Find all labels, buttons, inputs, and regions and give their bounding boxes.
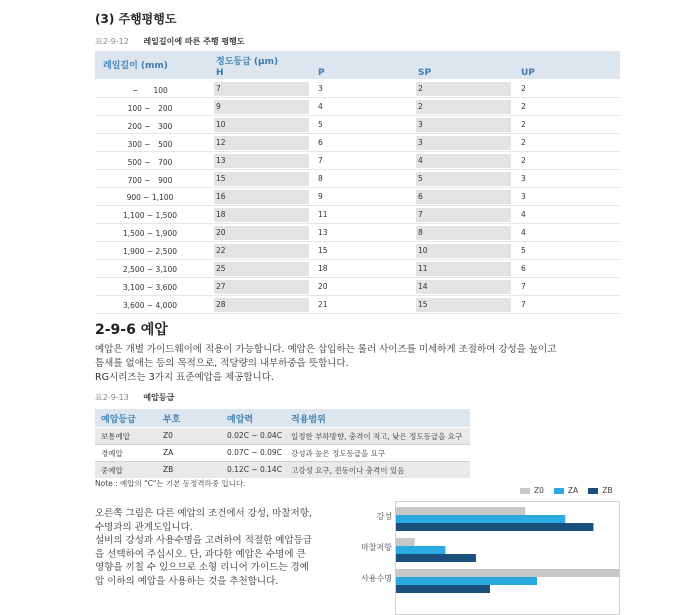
rail-length-range: 1,900 ~ 2,500 — [123, 247, 177, 256]
table-row — [95, 207, 620, 224]
paragraph-line: RG시리즈는 3가지 표준예압을 제공합니다. — [95, 372, 274, 383]
table1-caption-title: 레일길이에 따른 주행 평행도 — [143, 37, 245, 46]
table1-header-grade: 정도등급 (μm) — [216, 57, 279, 67]
paragraph-line: 설비의 강성과 사용수명을 고려하여 적절한 예압등급 — [95, 535, 312, 546]
grade-value-sp: 4 — [416, 154, 511, 168]
chart-plot — [345, 483, 620, 615]
rail-length-range: 500 ~ 700 — [127, 158, 173, 167]
preload-paragraph — [95, 343, 625, 385]
rail-length-range: 1,100 ~ 1,500 — [123, 211, 177, 220]
grade-value-up: 3 — [521, 192, 526, 201]
grade-value-up: 7 — [521, 282, 526, 291]
grade-value-h: 20 — [214, 226, 309, 240]
grade-value-h: 16 — [214, 190, 309, 204]
grade-value-up: 5 — [521, 246, 526, 255]
grade-value-h: 27 — [214, 280, 309, 294]
grade-value-h: 10 — [214, 118, 309, 132]
bar-za-1 — [396, 546, 445, 554]
table2-header — [95, 409, 470, 427]
paragraph-line: 틈새를 없애는 등의 목적으로, 적당량의 내부하중을 뜻합니다. — [95, 358, 349, 369]
grade-value-h: 22 — [214, 244, 309, 258]
grade-value-p: 20 — [318, 282, 328, 291]
grade-value-p: 15 — [318, 246, 328, 255]
rail-length-range: 3,100 ~ 3,600 — [123, 283, 177, 292]
category-label: 마찰저항 — [361, 543, 392, 552]
grade-value-p: 4 — [318, 102, 323, 111]
bar-z0-1 — [396, 538, 415, 546]
table2-caption — [95, 392, 174, 403]
table2-cell-force: 0.07C ~ 0.09C — [227, 448, 282, 457]
grade-value-up: 4 — [521, 228, 526, 237]
grade-value-sp: 2 — [416, 100, 511, 114]
table-row — [95, 445, 470, 461]
rail-length-range: 200 ~ 300 — [127, 122, 173, 131]
bar-za-2 — [396, 577, 537, 585]
grade-value-h: 15 — [214, 172, 309, 186]
grade-value-p: 7 — [318, 156, 323, 165]
table1-header-rail-length: 레일길이 (mm) — [103, 61, 168, 71]
rail-length-range: 700 ~ 900 — [127, 176, 173, 185]
table-row — [95, 171, 620, 188]
table1-header-sp: SP — [418, 68, 432, 78]
grade-value-sp: 2 — [416, 82, 511, 96]
table1-header-up: UP — [521, 68, 535, 78]
chart-description — [95, 507, 345, 588]
grade-value-up: 2 — [521, 138, 526, 147]
table2-header-grade: 예압등급 — [101, 415, 136, 425]
grade-value-up: 3 — [521, 174, 526, 183]
table-row — [95, 462, 470, 478]
paragraph-line: 압 이하의 예압을 사용하는 것을 추천합니다. — [95, 575, 279, 587]
preload-chart — [345, 483, 620, 615]
table-row — [95, 428, 470, 444]
grade-value-sp: 3 — [416, 118, 511, 132]
table2-caption-title: 예압등급 — [143, 393, 175, 402]
table1-header-band-grades — [210, 69, 620, 79]
table2-cell-grade: 경예압 — [101, 449, 123, 458]
section-title: (3) 주행평행도 — [95, 12, 177, 26]
grade-value-p: 11 — [318, 210, 328, 219]
table2-cell-scope: 강성과 높은 정도등급을 요구 — [291, 449, 386, 458]
grade-value-sp: 8 — [416, 226, 511, 240]
table2-header-scope: 적용범위 — [291, 415, 326, 425]
table-row — [95, 99, 620, 116]
category-label: 강성 — [376, 512, 392, 521]
table1-header-h: H — [216, 68, 224, 78]
bar-z0-2 — [396, 569, 619, 577]
bar-za-0 — [396, 515, 565, 523]
table-row — [95, 153, 620, 170]
table1-caption-number: 표2-9-12 — [95, 37, 129, 46]
table2-cell-force: 0.02C ~ 0.04C — [227, 431, 282, 440]
grade-value-up: 4 — [521, 210, 526, 219]
grade-value-h: 28 — [214, 298, 309, 312]
paragraph-line: 을 선택하여 주십시오. 단, 과다한 예압은 수명에 큰 — [95, 548, 306, 560]
bar-zb-0 — [396, 523, 593, 531]
rail-length-range: 100 ~ 200 — [127, 104, 173, 113]
table-row — [95, 117, 620, 134]
grade-value-sp: 7 — [416, 208, 511, 222]
grade-value-h: 25 — [214, 262, 309, 276]
grade-value-p: 9 — [318, 192, 323, 201]
paragraph-line: 수명과의 관계도입니다. — [95, 521, 193, 533]
grade-value-h: 7 — [214, 82, 309, 96]
grade-value-h: 13 — [214, 154, 309, 168]
grade-value-h: 18 — [214, 208, 309, 222]
grade-value-h: 12 — [214, 136, 309, 150]
table2-cell-scope: 고강성 요구, 진동이나 충격이 있음 — [291, 466, 405, 475]
table2-cell-scope: 일정한 부하방향, 충격이 적고, 낮은 정도등급을 요구 — [291, 432, 463, 441]
grade-value-up: 6 — [521, 264, 526, 273]
grade-value-p: 8 — [318, 174, 323, 183]
grade-value-sp: 14 — [416, 280, 511, 294]
table2-cell-grade: 중예압 — [101, 466, 123, 475]
rail-length-range: 1,500 ~ 1,900 — [123, 229, 177, 238]
rail-length-range: ~ 100 — [132, 86, 168, 95]
table-row — [95, 243, 620, 260]
grade-value-sp: 11 — [416, 262, 511, 276]
grade-value-p: 5 — [318, 120, 323, 129]
grade-value-up: 2 — [521, 156, 526, 165]
table-row — [95, 261, 620, 278]
grade-value-p: 18 — [318, 264, 328, 273]
legend-label-zb: ZB — [602, 486, 613, 495]
table2-caption-number: 표2-9-13 — [95, 393, 129, 402]
table2-cell-code: ZA — [163, 448, 174, 457]
table2-cell-grade: 보통예압 — [101, 432, 130, 441]
table1-header-p: P — [318, 68, 325, 78]
legend-label-z0: Z0 — [534, 486, 544, 495]
grade-value-p: 13 — [318, 228, 328, 237]
grade-value-p: 21 — [318, 300, 328, 309]
grade-value-sp: 5 — [416, 172, 511, 186]
grade-value-sp: 6 — [416, 190, 511, 204]
table2-note: Note : 예압의 "C"는 기본 동정격하중 입니다. — [95, 479, 246, 488]
preload-heading: 2-9-6 예압 — [95, 322, 168, 338]
bar-z0-0 — [396, 507, 525, 515]
grade-value-p: 6 — [318, 138, 323, 147]
paragraph-line: 영향을 끼칠 수 있으므로 소형 리니어 가이드는 경예 — [95, 562, 309, 573]
table-row — [95, 135, 620, 152]
legend-swatch-zb — [588, 488, 598, 494]
bar-zb-2 — [396, 585, 490, 593]
paragraph-line: 오른쪽 그림은 다른 예압의 조건에서 강성, 마찰저항, — [95, 508, 312, 519]
table-row — [95, 81, 620, 98]
rail-length-range: 900 ~ 1,100 — [126, 193, 174, 202]
grade-value-up: 2 — [521, 120, 526, 129]
grade-value-sp: 3 — [416, 136, 511, 150]
legend-swatch-za — [554, 488, 564, 494]
chart-legend — [520, 486, 613, 495]
grade-value-h: 9 — [214, 100, 309, 114]
table2-cell-force: 0.12C ~ 0.14C — [227, 465, 282, 474]
legend-swatch-z0 — [520, 488, 530, 494]
table1-header-band — [95, 51, 620, 69]
grade-value-up: 2 — [521, 84, 526, 93]
paragraph-line: 예압은 개별 가이드웨이에 적용이 가능합니다. 예압은 삽입하는 롤러 사이즈를 미세하게 조절하여 강성을 높이고 — [95, 344, 557, 355]
table2-cell-code: ZB — [163, 465, 174, 474]
rail-length-range: 300 ~ 500 — [127, 140, 173, 149]
grade-value-up: 7 — [521, 300, 526, 309]
grade-value-p: 3 — [318, 84, 323, 93]
rail-length-range: 2,500 ~ 3,100 — [123, 265, 177, 274]
rail-length-range: 3,600 ~ 4,000 — [123, 301, 177, 310]
table2-cell-code: Z0 — [163, 431, 173, 440]
table-row — [95, 225, 620, 242]
grade-value-sp: 15 — [416, 298, 511, 312]
table2-header-code: 부호 — [163, 415, 181, 425]
table-row — [95, 297, 620, 314]
bar-zb-1 — [396, 554, 476, 562]
table1-caption — [95, 36, 245, 47]
table-row — [95, 279, 620, 296]
category-label: 사용수명 — [361, 574, 392, 583]
grade-value-up: 2 — [521, 102, 526, 111]
table-row — [95, 189, 620, 206]
table2-header-force: 예압력 — [227, 415, 254, 425]
grade-value-sp: 10 — [416, 244, 511, 258]
legend-label-za: ZA — [567, 486, 579, 495]
